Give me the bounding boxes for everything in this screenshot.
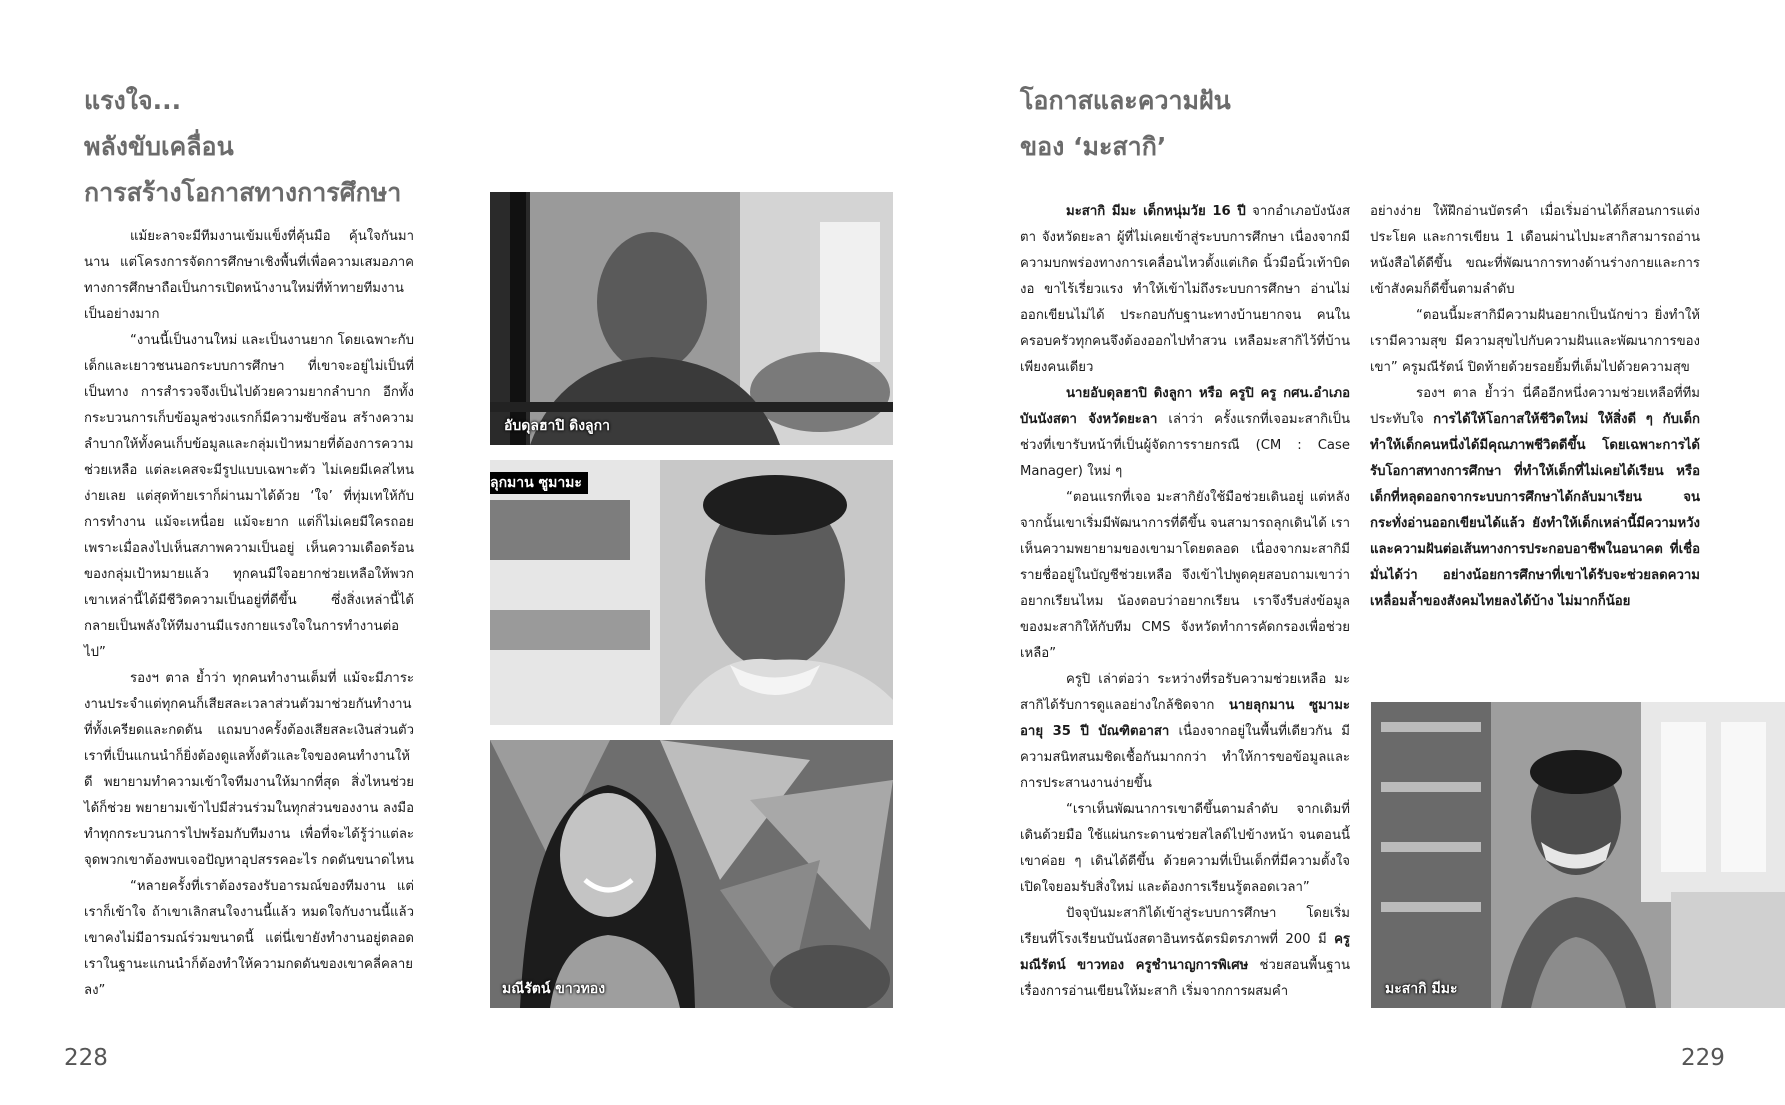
- photo-abdulhapi: [490, 192, 893, 445]
- right-col2-paragraph-1: อย่างง่าย ให้ฝึกอ่านบัตรคำ เมื่อเริ่มอ่านได้ก็สอนการแต่งประโยค และการเขียน 1 เดือนผ่านไปมะสากิสามารถอ่านหนังสือได้ดีขึ้น ขณะที่พัฒนาการทางด้านร่างกายและการเข้าสังคมก็ดีขึ้นตามลำดับ: [1370, 204, 1700, 297]
- photo-masaki: [1371, 702, 1785, 1008]
- kru-pi-text: เล่าว่า ครั้งแรกที่เจอมะสากิเป็นช่วงที่เขารับหน้าที่เป็นผู้จัดการรายกรณี (CM : Case Manager) ใหม่ ๆ: [1020, 412, 1351, 479]
- caption-maneerat: มณีรัตน์ ขาวทอง: [502, 981, 606, 997]
- right-heading-line-2: ของ ‘มะสากิ’: [1020, 132, 1167, 161]
- right-body-column-1: [1020, 199, 1350, 1005]
- masaki-intro-text: จากอำเภอบังนังสตา จังหวัดยะลา ผู้ที่ไม่เคยเข้าสู่ระบบการศึกษา เนื่องจากมีความบกพร่องทางการเคลื่อนไหวตั้งแต่เกิด นิ้วมือนิ้วเท้าบิดงอ ขาไร้เรี่ยวแรง ทำให้เข้าไม่ถึงระบบการศึกษา อ่านไม่ออกเขียนไม่ได้ ประกอบกับฐานะทางบ้านยากจน คนในครอบครัวทุกคนจึงต้องออกไปทำสวน เหลือมะสากิไว้ที่บ้านเพียงคนเดียว: [1020, 204, 1350, 375]
- left-body-column: [84, 224, 414, 1004]
- photo-masaki-image: [1371, 702, 1785, 1008]
- maneerat-bold: ครูมณีรัตน์ ขาวทอง ครูชำนาญการพิเศษ: [1020, 932, 1350, 973]
- left-heading-line-1: แรงใจ...: [84, 86, 182, 115]
- photo-lukman: [490, 460, 893, 725]
- caption-abdulhapi: อับดุลฮาปิ ดิงลูกา: [504, 418, 610, 434]
- lukman-bold: นายลุกมาน ซูมามะ อายุ 35 ปี บัณฑิตอาสา: [1020, 698, 1350, 739]
- left-heading-line-3: การสร้างโอกาสทางการศึกษา: [84, 178, 402, 207]
- left-paragraph-1: แม้ยะลาจะมีทีมงานเข้มแข็งที่คุ้นมือ คุ้นใจกันมานาน แต่โครงการจัดการศึกษาเชิงพื้นที่เพื่อความเสมอภาคทางการศึกษาถือเป็นการเปิดหน้างานใหม่ที่ท้าทายทีมงานเป็นอย่างมาก: [84, 229, 414, 322]
- right-col1-paragraph-2: [1020, 381, 1350, 485]
- masaki-intro-bold: มะสากิ มีมะ เด็กหนุ่มวัย 16 ปี: [1066, 204, 1246, 219]
- right-col1-paragraph-1: [1020, 199, 1350, 381]
- photo-maneerat: [490, 740, 893, 1008]
- left-heading-line-2: พลังขับเคลื่อน: [84, 132, 234, 161]
- photo-maneerat-image: [490, 740, 893, 1008]
- right-heading: [1020, 78, 1231, 170]
- right-body-column-2: [1370, 199, 1700, 615]
- caption-masaki: มะสากิ มีมะ: [1385, 981, 1458, 997]
- school-lead-text: ปัจจุบันมะสากิได้เข้าสู่ระบบการศึกษา โดยเริ่มเรียนที่โรงเรียนบันนังสตาอินทรฉัตรมิตรภาพที่ 200 มี: [1020, 906, 1350, 947]
- right-col1-paragraph-4: [1020, 667, 1350, 797]
- right-col1-paragraph-6: [1020, 901, 1350, 1005]
- page-number-right: 229: [1681, 1045, 1725, 1071]
- photo-lukman-image: [490, 460, 893, 725]
- left-paragraph-4: “หลายครั้งที่เราต้องรองรับอารมณ์ของทีมงาน แต่เราก็เข้าใจ ถ้าเขาเลิกสนใจงานนี้แล้ว หมดใจกับงานนี้แล้ว เขาคงไม่มีอารมณ์ร่วมขนาดนี้ แต่นี่เขายังทำงานอยู่ตลอด เราในฐานะแกนนำก็ต้องทำให้ความกดดันของเขาคลี่คลายลง”: [84, 879, 414, 998]
- right-col2-paragraph-3: [1370, 381, 1700, 615]
- caption-lukman: ลุกมาน ซูมามะ: [490, 472, 588, 494]
- right-heading-line-1: โอกาสและความฝัน: [1020, 86, 1231, 115]
- right-col2-paragraph-2: “ตอนนี้มะสากิมีความฝันอยากเป็นนักข่าว ยิ่งทำให้เรามีความสุข มีความสุขไปกับความฝันและพัฒนาการของเขา” ครูมณีรัตน์ ปิดท้ายด้วยรอยยิ้มที่เต็มไปด้วยความสุข: [1370, 308, 1700, 375]
- left-paragraph-3: รองฯ ตาล ย้ำว่า ทุกคนทำงานเต็มที่ แม้จะมีภาระงานประจำแต่ทุกคนก็เสียสละเวลาส่วนตัวมาช่วยกันทำงานที่ทั้งเครียดและกดดัน แถมบางครั้งต้องเสียสละเงินส่วนตัว เราที่เป็นแกนนำก็ยิ่งต้องดูแลทั้งตัวและใจของคนทำงานให้ดี พยายามทำความเข้าใจทีมงานให้มากที่สุด สิ่งไหนช่วยได้ก็ช่วย พยายามเข้าไปมีส่วนร่วมในทุกส่วนของงาน ลงมือทำทุกกระบวนการไปพร้อมกับทีมงาน เพื่อที่จะได้รู้ว่าแต่ละจุดพวกเขาต้องพบเจอปัญหาอุปสรรคอะไร กดดันขนาดไหน: [84, 671, 414, 868]
- right-col1-paragraph-5: “เราเห็นพัฒนาการเขาดีขึ้นตามลำดับ จากเดิมที่เดินด้วยมือ ใช้แผ่นกระดานช่วยสไลด์ไปข้างหน้า จนตอนนี้เขาค่อย ๆ เดินได้ดีขึ้น ด้วยความที่เป็นเด็กที่มีความตั้งใจ เปิดใจยอมรับสิ่งใหม่ และต้องการเรียนรู้ตลอดเวลา”: [1020, 802, 1350, 895]
- kru-pi-bold: นายอับดุลฮาปิ ดิงลูกา หรือ ครูปิ ครู กศน.อำเภอบันนังสตา จังหวัดยะลา: [1020, 386, 1350, 427]
- photo-abdulhapi-image: [490, 192, 893, 445]
- page-number-left: 228: [64, 1045, 108, 1071]
- opportunity-bold: การได้ให้โอกาสให้ชีวิตใหม่ ให้สิ่งดี ๆ กับเด็ก ทำให้เด็กคนหนึ่งได้มีคุณภาพชีวิตดีขึ้น โดยเฉพาะการได้รับโอกาสทางการศึกษา ที่ทำให้เด็กที่ไม่เคยได้เรียน หรือเด็กที่หลุดออกจากระบบการศึกษาได้กลับมาเรียน จนกระทั่งอ่านออกเขียนได้แล้ว ยังทำให้เด็กเหล่านี้มีความหวังและความฝันต่อเส้นทางการประกอบอาชีพในอนาคต ที่เชื่อมั่นได้ว่า อย่างน้อยการศึกษาที่เขาได้รับจะช่วยลดความเหลื่อมล้ำของสังคมไทยลงได้บ้าง ไม่มากก็น้อย: [1370, 412, 1700, 609]
- rong-tan-lead-text: รองฯ ตาล ย้ำว่า นี่คืออีกหนึ่งความช่วยเหลือที่ทีมประทับใจ: [1370, 386, 1700, 427]
- left-paragraph-2: “งานนี้เป็นงานใหม่ และเป็นงานยาก โดยเฉพาะกับเด็กและเยาวชนนอกระบบการศึกษา ที่เขาจะอยู่ไม่เป็นที่เป็นทาง การสำรวจจึงเป็นไปด้วยความยากลำบาก อีกทั้งกระบวนการเก็บข้อมูลช่วงแรกก็มีความซับซ้อน สร้างความลำบากให้ทั้งคนเก็บข้อมูลและกลุ่มเป้าหมายที่ต้องการความช่วยเหลือ แต่ละเคสจะมีรูปแบบเฉพาะตัว ไม่เคยมีเคสไหนง่ายเลย แต่สุดท้ายเราก็ผ่านมาได้ด้วย ‘ใจ’ ที่ทุ่มเทให้กับการทำงาน แม้จะเหนื่อย แม้จะยาก แต่ก็ไม่เคยมีใครถอย เพราะเมื่อลงไปเห็นสภาพความเป็นอยู่ เห็นความเดือดร้อนของกลุ่มเป้าหมายแล้ว ทุกคนมีใจอยากช่วยเหลือให้พวกเขาเหล่านี้ได้มีชีวิตความเป็นอยู่ที่ดีขึ้น ซึ่งสิ่งเหล่านี้ได้กลายเป็นพลังให้ทีมงานมีแรงกายแรงใจในการทำงานต่อไป”: [84, 333, 414, 660]
- lukman-text: เนื่องจากอยู่ในพื้นที่เดียวกัน มีความสนิทสนมชิดเชื้อกันมากกว่า ทำให้การขอข้อมูลและการประสานงานง่ายขึ้น: [1020, 724, 1350, 791]
- lukman-lead-text: ครูปิ เล่าต่อว่า ระหว่างที่รอรับความช่วยเหลือ มะสากิได้รับการดูแลอย่างใกล้ชิดจาก: [1020, 672, 1350, 713]
- left-heading: [84, 78, 401, 216]
- maneerat-text: ช่วยสอนพื้นฐานเรื่องการอ่านเขียนให้มะสากิ เริ่มจากการผสมคำ: [1020, 958, 1350, 999]
- right-col1-paragraph-3: “ตอนแรกที่เจอ มะสากิยังใช้มือช่วยเดินอยู่ แต่หลังจากนั้นเขาเริ่มมีพัฒนาการที่ดีขึ้น จนสามารถลุกเดินได้ เราเห็นความพยายามของเขามาโดยตลอด เนื่องจากมะสากิมีรายชื่ออยู่ในบัญชีช่วยเหลือ จึงเข้าไปพูดคุยสอบถามเขาว่าอยากเรียนไหม น้องตอบว่าอยากเรียน เราจึงรีบส่งข้อมูลของมะสากิให้กับทีม CMS จังหวัดทำการคัดกรองเพื่อช่วยเหลือ”: [1020, 490, 1350, 661]
